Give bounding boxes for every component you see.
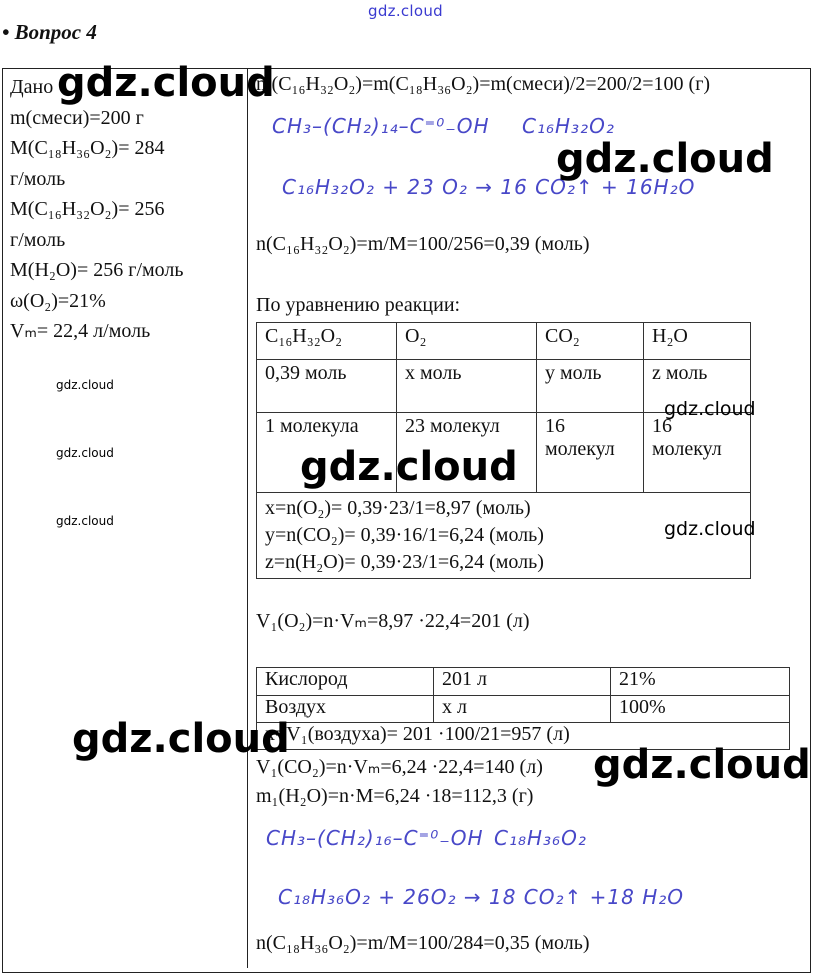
table-cell: y моль (537, 360, 644, 413)
result-line: y=n(CO₂)= 0,39·16/1=6,24 (моль) (265, 524, 544, 546)
table-header-cell: C₁₆H₃₂O₂ (257, 323, 397, 360)
handwritten-formula-1: CH₃–(CH₂)₁₄–C⁼⁰₋OH (272, 114, 490, 138)
table-cell: Воздух (257, 696, 434, 723)
moles-stearic-line: n(C₁₈H₃₆O₂)=m/M=100/284=0,35 (моль) (256, 932, 590, 954)
watermark: gdz.cloud (56, 514, 114, 528)
mass-split-line: m(C₁₆H₃₂O₂)=m(C₁₈H₃₆O₂)=m(смеси)/2=200/2=100 (г) (256, 73, 711, 95)
table-cell: 100% (611, 696, 790, 723)
table-header-cell: CO₂ (537, 323, 644, 360)
air-result-cell: x=V₁(воздуха)= 201 ·100/21=957 (л) (257, 723, 790, 750)
table-cell: x моль (397, 360, 537, 413)
given-item: M(C₁₆H₃₂O₂)= 256 (10, 198, 165, 220)
handwritten-short-formula-2: C₁₈H₃₆O₂ (494, 826, 587, 850)
given-item: m(смеси)=200 г (10, 106, 144, 129)
table-cell: Кислород (257, 668, 434, 696)
table-cell: 16 молекул (644, 413, 751, 493)
given-label: Дано (10, 76, 54, 98)
handwritten-equation-1: C₁₆H₃₂O₂ + 23 O₂ → 16 CO₂↑ + 16H₂O (282, 175, 696, 199)
watermark: gdz.cloud (57, 60, 275, 106)
result-line: x=n(O₂)= 0,39·23/1=8,97 (моль) (265, 497, 531, 519)
table-cell: 21% (611, 668, 790, 696)
table-cell: 16 молекул (537, 413, 644, 493)
handwritten-short-formula-1: C₁₆H₃₂O₂ (522, 114, 615, 138)
given-item: M(H₂O)= 256 г/моль (10, 259, 184, 281)
question-title: • Вопрос 4 (2, 20, 97, 44)
table-cell: z моль (644, 360, 751, 413)
oxygen-volume-line: V₁(O₂)=n·Vₘ=8,97 ·22,4=201 (л) (256, 610, 530, 632)
watermark: gdz.cloud (556, 136, 774, 182)
co2-volume-line: V₁(CO₂)=n·Vₘ=6,24 ·22,4=140 (л) (256, 756, 543, 778)
watermark: gdz.cloud (300, 444, 518, 490)
given-item: Vₘ= 22,4 л/моль (10, 320, 151, 342)
table-cell: 201 л (434, 668, 611, 696)
watermark-top: gdz.cloud (368, 2, 444, 20)
given-item: г/моль (10, 167, 66, 190)
column-divider (247, 68, 248, 968)
given-item: г/моль (10, 228, 66, 251)
table-cell: 0,39 моль (257, 360, 397, 413)
given-block (10, 72, 184, 347)
by-equation-label: По уравнению реакции: (256, 294, 461, 316)
watermark: gdz.cloud (664, 518, 756, 540)
watermark: gdz.cloud (56, 378, 114, 392)
table-cell: x л (434, 696, 611, 723)
handwritten-formula-2: CH₃–(CH₂)₁₆–C⁼⁰₋OH (266, 826, 484, 850)
given-item: ω(O₂)=21% (10, 289, 106, 312)
watermark: gdz.cloud (72, 716, 290, 762)
watermark: gdz.cloud (56, 446, 114, 460)
water-mass-line: m₁(H₂O)=n·M=6,24 ·18=112,3 (г) (256, 785, 534, 807)
table-cell: 1 молекула (257, 413, 397, 493)
table-header-cell: O₂ (397, 323, 537, 360)
watermark: gdz.cloud (664, 398, 756, 420)
result-line: z=n(H₂O)= 0,39·23/1=6,24 (моль) (265, 551, 544, 573)
given-item: M(C₁₈H₃₆O₂)= 284 (10, 137, 165, 159)
watermark: gdz.cloud (593, 742, 811, 788)
air-table (256, 667, 790, 750)
handwritten-equation-2: C₁₈H₃₆O₂ + 26O₂ → 18 CO₂↑ +18 H₂O (278, 885, 684, 909)
table-cell: 23 молекул (397, 413, 537, 493)
moles-palmitic-line: n(C₁₆H₃₂O₂)=m/M=100/256=0,39 (моль) (256, 233, 590, 255)
table-header-cell: H₂O (644, 323, 751, 360)
